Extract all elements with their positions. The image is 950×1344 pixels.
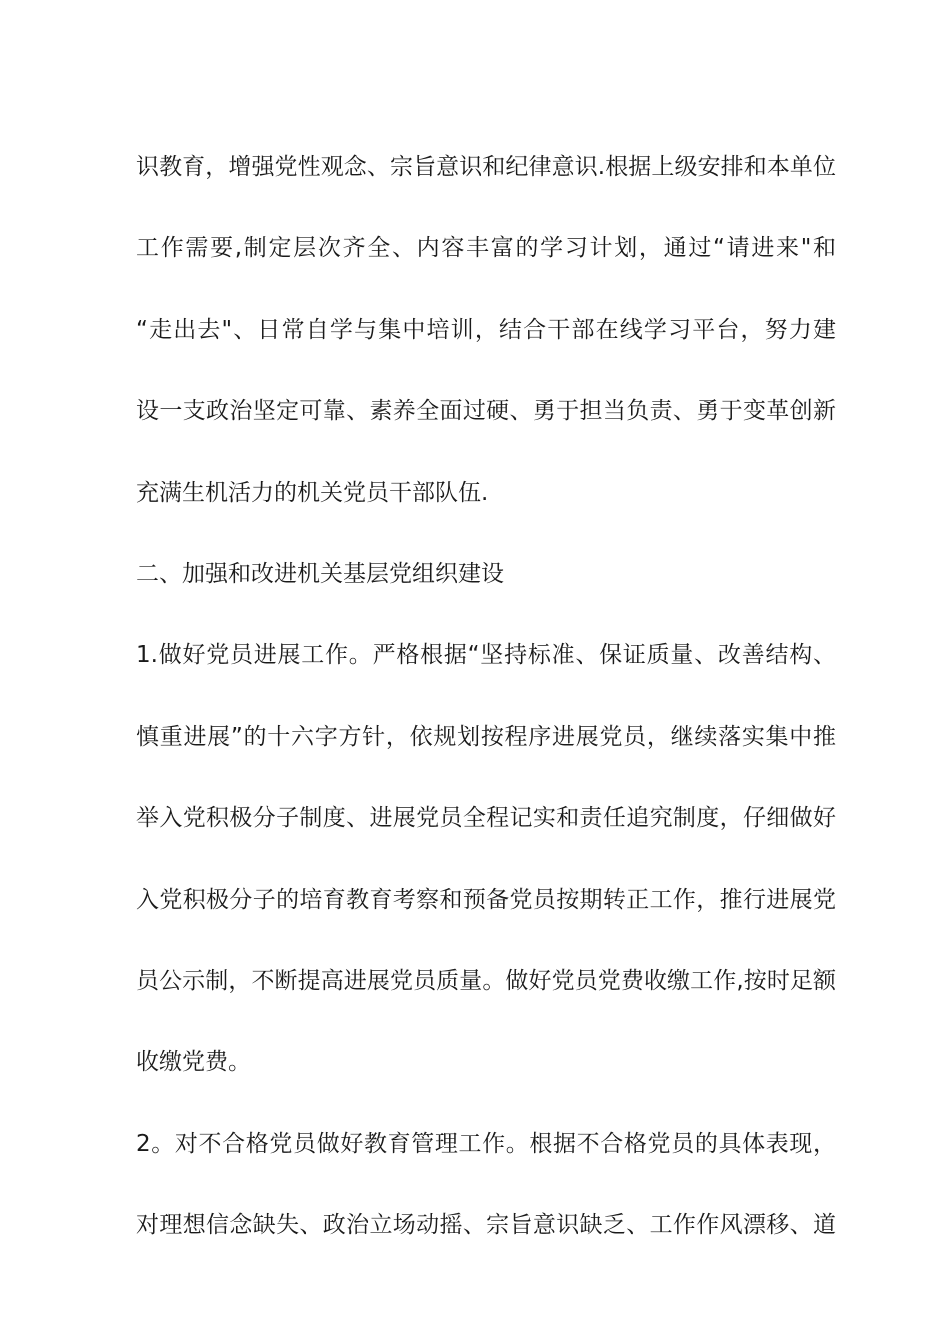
paragraph-line: 充满生机活力的机关党员干部队伍. xyxy=(136,479,489,506)
section-heading: 二、加强和改进机关基层党组织建设 xyxy=(136,560,504,587)
paragraph-line: 1.做好党员进展工作。严格根据“坚持标准、保证质量、改善结构、 xyxy=(136,642,836,669)
document-body xyxy=(136,140,836,1279)
paragraph-line: 识教育，增强党性观念、宗旨意识和纪律意识.根据上级安排和本单位 xyxy=(136,154,836,180)
paragraph-line: 举入党积极分子制度、进展党员全程记实和责任追究制度，仔细做好 xyxy=(136,805,836,832)
paragraph-line: 入党积极分子的培育教育考察和预备党员按期转正工作，推行进展党 xyxy=(136,886,836,913)
paragraph-line: 对理想信念缺失、政治立场动摇、宗旨意识缺乏、工作作风漂移、道 xyxy=(136,1212,836,1239)
paragraph-line: 设一支政治坚定可靠、素养全面过硬、勇于担当负责、勇于变革创新 xyxy=(136,398,836,425)
paragraph-line: 慎重进展”的十六字方针，依规划按程序进展党员，继续落实集中推 xyxy=(136,723,836,750)
paragraph-line: 收缴党费。 xyxy=(136,1049,251,1076)
paragraph-line: “走出去"、日常自学与集中培训，结合干部在线学习平台，努力建 xyxy=(136,316,836,343)
paragraph-line: 工作需要,制定层次齐全、内容丰富的学习计划，通过“请进来"和 xyxy=(136,235,836,262)
paragraph-line: 员公示制，不断提高进展党员质量。做好党员党费收缴工作,按时足额 xyxy=(136,967,836,994)
paragraph-line: 2。对不合格党员做好教育管理工作。根据不合格党员的具体表现， xyxy=(136,1130,836,1157)
